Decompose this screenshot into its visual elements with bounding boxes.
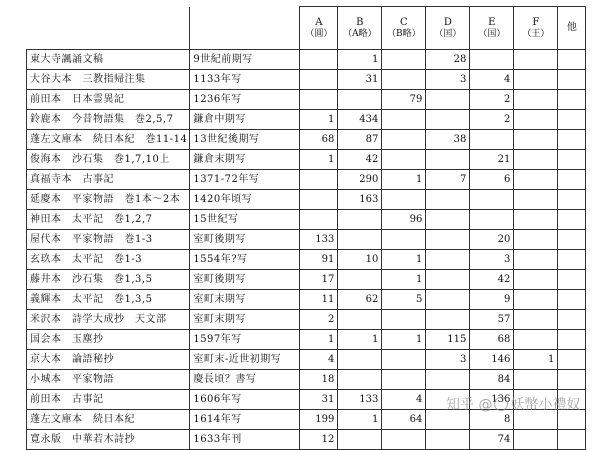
count-cell [426, 370, 470, 390]
data-table [26, 6, 586, 450]
count-cell [382, 310, 426, 330]
manuscript-title-cell: 大谷大本 三教指帰注集 [27, 70, 190, 90]
count-cell [382, 230, 426, 250]
table-row [27, 390, 586, 410]
count-cell [558, 370, 586, 390]
count-cell: 8 [470, 410, 514, 430]
count-cell [514, 230, 558, 250]
count-cell: 3 [470, 250, 514, 270]
table-row [27, 210, 586, 230]
count-cell [470, 210, 514, 230]
count-cell [514, 410, 558, 430]
manuscript-title-cell: 蓬左文庫本 続日本紀 巻11-14 [27, 130, 190, 150]
count-cell: 7 [426, 170, 470, 190]
count-cell [514, 210, 558, 230]
count-cell: 28 [426, 50, 470, 70]
count-cell [514, 390, 558, 410]
count-cell [300, 90, 338, 110]
count-cell [558, 70, 586, 90]
count-cell: 84 [470, 370, 514, 390]
count-cell [338, 350, 382, 370]
table-row [27, 310, 586, 330]
count-cell [426, 270, 470, 290]
manuscript-date-cell: 室町末期写 [190, 290, 300, 310]
table-row [27, 290, 586, 310]
count-cell [514, 70, 558, 90]
column-letter: A [315, 16, 323, 28]
count-cell [382, 370, 426, 390]
count-cell: 31 [338, 70, 382, 90]
manuscript-date-cell: 13世紀後期写 [190, 130, 300, 150]
header-blank-date [190, 7, 300, 50]
table-row [27, 250, 586, 270]
count-cell: 4 [300, 350, 338, 370]
count-cell [426, 310, 470, 330]
count-cell: 21 [470, 150, 514, 170]
count-cell [514, 310, 558, 330]
count-cell: 2 [300, 310, 338, 330]
column-letter: F [532, 16, 540, 28]
count-cell [382, 350, 426, 370]
table-row [27, 150, 586, 170]
count-cell [558, 250, 586, 270]
count-cell [514, 110, 558, 130]
count-cell: 10 [338, 250, 382, 270]
count-cell [558, 430, 586, 450]
count-cell [426, 430, 470, 450]
count-cell [470, 130, 514, 150]
count-cell: 146 [470, 350, 514, 370]
count-cell [338, 430, 382, 450]
column-sublabel: （王） [522, 28, 550, 39]
manuscript-date-cell: 1133年写 [190, 70, 300, 90]
table-body [27, 50, 586, 450]
count-cell [470, 190, 514, 210]
column-header [514, 7, 558, 50]
count-cell [514, 90, 558, 110]
count-cell [426, 90, 470, 110]
manuscript-date-cell: 1371-72年写 [190, 170, 300, 190]
count-cell [514, 190, 558, 210]
count-cell: 20 [470, 230, 514, 250]
count-cell: 11 [300, 290, 338, 310]
count-cell: 1 [300, 330, 338, 350]
count-cell [558, 50, 586, 70]
manuscript-date-cell: 1606年写 [190, 390, 300, 410]
count-cell [300, 190, 338, 210]
column-header [558, 7, 586, 50]
column-header [382, 7, 426, 50]
count-cell [558, 270, 586, 290]
count-cell [338, 270, 382, 290]
count-cell: 57 [470, 310, 514, 330]
manuscript-date-cell: 室町末-近世初期写 [190, 350, 300, 370]
count-cell: 2 [470, 110, 514, 130]
count-cell [338, 370, 382, 390]
manuscript-title-cell: 玄玖本 太平記 巻1-3 [27, 250, 190, 270]
manuscript-date-cell: 1597年写 [190, 330, 300, 350]
count-cell [426, 250, 470, 270]
manuscript-title-cell: 前田本 古事記 [27, 390, 190, 410]
count-cell [300, 170, 338, 190]
count-cell: 1 [338, 50, 382, 70]
count-cell [514, 170, 558, 190]
count-cell: 4 [470, 70, 514, 90]
count-cell [514, 130, 558, 150]
count-cell [382, 130, 426, 150]
table-container [26, 6, 586, 450]
count-cell: 2 [470, 90, 514, 110]
count-cell: 163 [338, 190, 382, 210]
table-row [27, 350, 586, 370]
manuscript-title-cell: 蓬左文庫本 続日本紀 [27, 410, 190, 430]
table-row [27, 330, 586, 350]
count-cell [426, 110, 470, 130]
count-cell [338, 210, 382, 230]
manuscript-date-cell: 室町末期写 [190, 310, 300, 330]
count-cell: 1 [382, 250, 426, 270]
table-row [27, 190, 586, 210]
column-sublabel: （国） [478, 28, 506, 39]
count-cell: 5 [382, 290, 426, 310]
manuscript-date-cell: 鎌倉末期写 [190, 150, 300, 170]
count-cell: 133 [338, 390, 382, 410]
count-cell [470, 50, 514, 70]
count-cell [558, 410, 586, 430]
count-cell: 1 [382, 330, 426, 350]
count-cell [558, 230, 586, 250]
count-cell: 12 [300, 430, 338, 450]
column-header [338, 7, 382, 50]
count-cell [382, 190, 426, 210]
count-cell [558, 330, 586, 350]
manuscript-date-cell: 慶長頃？書写 [190, 370, 300, 390]
count-cell: 74 [470, 430, 514, 450]
manuscript-title-cell: 国会本 玉塵抄 [27, 330, 190, 350]
count-cell: 4 [382, 390, 426, 410]
table-row [27, 110, 586, 130]
manuscript-date-cell: 室町後期写 [190, 230, 300, 250]
manuscript-title-cell: 屋代本 平家物語 巻1-3 [27, 230, 190, 250]
count-cell: 434 [338, 110, 382, 130]
count-cell: 9 [470, 290, 514, 310]
manuscript-title-cell: 藤井本 沙石集 巻1,3,5 [27, 270, 190, 290]
count-cell [514, 330, 558, 350]
manuscript-date-cell: 1236年写 [190, 90, 300, 110]
column-header [300, 7, 338, 50]
watermark-text: 知乎 @ [446, 397, 493, 413]
table-row [27, 130, 586, 150]
count-cell: 1 [300, 110, 338, 130]
count-cell [382, 110, 426, 130]
count-cell [426, 290, 470, 310]
count-cell: 91 [300, 250, 338, 270]
count-cell [514, 150, 558, 170]
count-cell: 68 [470, 330, 514, 350]
count-cell [558, 90, 586, 110]
column-sublabel: （圓） [305, 28, 333, 39]
manuscript-title-cell: 俊海本 沙石集 巻1,7,10上 [27, 150, 190, 170]
count-cell [558, 170, 586, 190]
count-cell: 115 [426, 330, 470, 350]
count-cell: 1 [338, 410, 382, 430]
column-header [470, 7, 514, 50]
count-cell: 38 [426, 130, 470, 150]
count-cell [300, 210, 338, 230]
table-row [27, 90, 586, 110]
count-cell [514, 290, 558, 310]
column-sublabel: （囯） [434, 28, 462, 39]
manuscript-title-cell: 義輝本 太平記 巻1,3,5 [27, 290, 190, 310]
count-cell [382, 430, 426, 450]
table-row [27, 430, 586, 450]
count-cell: 3 [426, 350, 470, 370]
count-cell: 1 [514, 350, 558, 370]
count-cell [338, 310, 382, 330]
count-cell: 6 [470, 170, 514, 190]
count-cell: 17 [300, 270, 338, 290]
count-cell [382, 150, 426, 170]
count-cell [558, 350, 586, 370]
header-row [27, 7, 586, 50]
column-letter: D [443, 16, 452, 28]
manuscript-date-cell: 15世紀写 [190, 210, 300, 230]
count-cell: 42 [338, 150, 382, 170]
count-cell: 133 [300, 230, 338, 250]
count-cell [558, 310, 586, 330]
manuscript-title-cell: 延慶本 平家物語 巻1本～2本 [27, 190, 190, 210]
count-cell [558, 150, 586, 170]
count-cell [514, 270, 558, 290]
count-cell: 79 [382, 90, 426, 110]
count-cell: 31 [300, 390, 338, 410]
count-cell: 96 [382, 210, 426, 230]
manuscript-title-cell: 鈴鹿本 今昔物語集 巻2,5,7 [27, 110, 190, 130]
count-cell [300, 50, 338, 70]
count-cell: 42 [470, 270, 514, 290]
count-cell [514, 250, 558, 270]
count-cell [558, 130, 586, 150]
header-blank-title [27, 7, 190, 50]
manuscript-title-cell: 真福寺本 古事記 [27, 170, 190, 190]
manuscript-title-cell: 神田本 太平記 巻1,2,7 [27, 210, 190, 230]
manuscript-title-cell: 京大本 論語秘抄 [27, 350, 190, 370]
manuscript-title-cell: 前田本 日本霊異記 [27, 90, 190, 110]
count-cell [558, 290, 586, 310]
table-row [27, 70, 586, 90]
watermark-name: 妖幣小禮奴 [510, 397, 581, 413]
count-cell: 18 [300, 370, 338, 390]
column-sublabel: （A略） [343, 28, 377, 39]
manuscript-date-cell: 1420年頃写 [190, 190, 300, 210]
column-sublabel: （B略） [387, 28, 421, 39]
count-cell [426, 410, 470, 430]
count-cell: 290 [338, 170, 382, 190]
manuscript-title-cell: 米沢本 詩学大成抄 天文部 [27, 310, 190, 330]
count-cell [558, 110, 586, 130]
count-cell [382, 70, 426, 90]
manuscript-date-cell: 鎌倉中期写 [190, 110, 300, 130]
count-cell [300, 70, 338, 90]
count-cell [426, 190, 470, 210]
manuscript-title-cell: 小城本 平家物語 [27, 370, 190, 390]
table-row [27, 270, 586, 290]
manuscript-date-cell: 9世紀前期写 [190, 50, 300, 70]
count-cell [558, 210, 586, 230]
count-cell: 136 [470, 390, 514, 410]
count-cell [514, 370, 558, 390]
count-cell [338, 230, 382, 250]
manuscript-date-cell: 1554年?写 [190, 250, 300, 270]
count-cell [426, 150, 470, 170]
count-cell: 3 [426, 70, 470, 90]
count-cell: 1 [300, 150, 338, 170]
table-row [27, 50, 586, 70]
table-row [27, 410, 586, 430]
count-cell [514, 430, 558, 450]
count-cell: 87 [338, 130, 382, 150]
count-cell [338, 90, 382, 110]
count-cell: 62 [338, 290, 382, 310]
count-cell [426, 210, 470, 230]
column-letter: E [488, 16, 496, 28]
count-cell [558, 390, 586, 410]
count-cell [558, 190, 586, 210]
manuscript-title-cell: 寛永版 中華若木詩抄 [27, 430, 190, 450]
column-letter: B [356, 16, 364, 28]
manuscript-date-cell: 1614年写 [190, 410, 300, 430]
table-row [27, 170, 586, 190]
count-cell [382, 50, 426, 70]
count-cell [514, 50, 558, 70]
count-cell [426, 230, 470, 250]
table-row [27, 370, 586, 390]
count-cell: 64 [382, 410, 426, 430]
column-letter: 他 [566, 22, 577, 33]
count-cell: 199 [300, 410, 338, 430]
count-cell: 1 [382, 270, 426, 290]
column-header [426, 7, 470, 50]
count-cell: 68 [300, 130, 338, 150]
column-letter: C [400, 16, 408, 28]
manuscript-date-cell: 室町後期写 [190, 270, 300, 290]
manuscript-title-cell: 東大寺諷誦文稿 [27, 50, 190, 70]
table-row [27, 230, 586, 250]
count-cell: 1 [338, 330, 382, 350]
manuscript-date-cell: 1633年刊 [190, 430, 300, 450]
count-cell [426, 390, 470, 410]
count-cell: 1 [382, 170, 426, 190]
